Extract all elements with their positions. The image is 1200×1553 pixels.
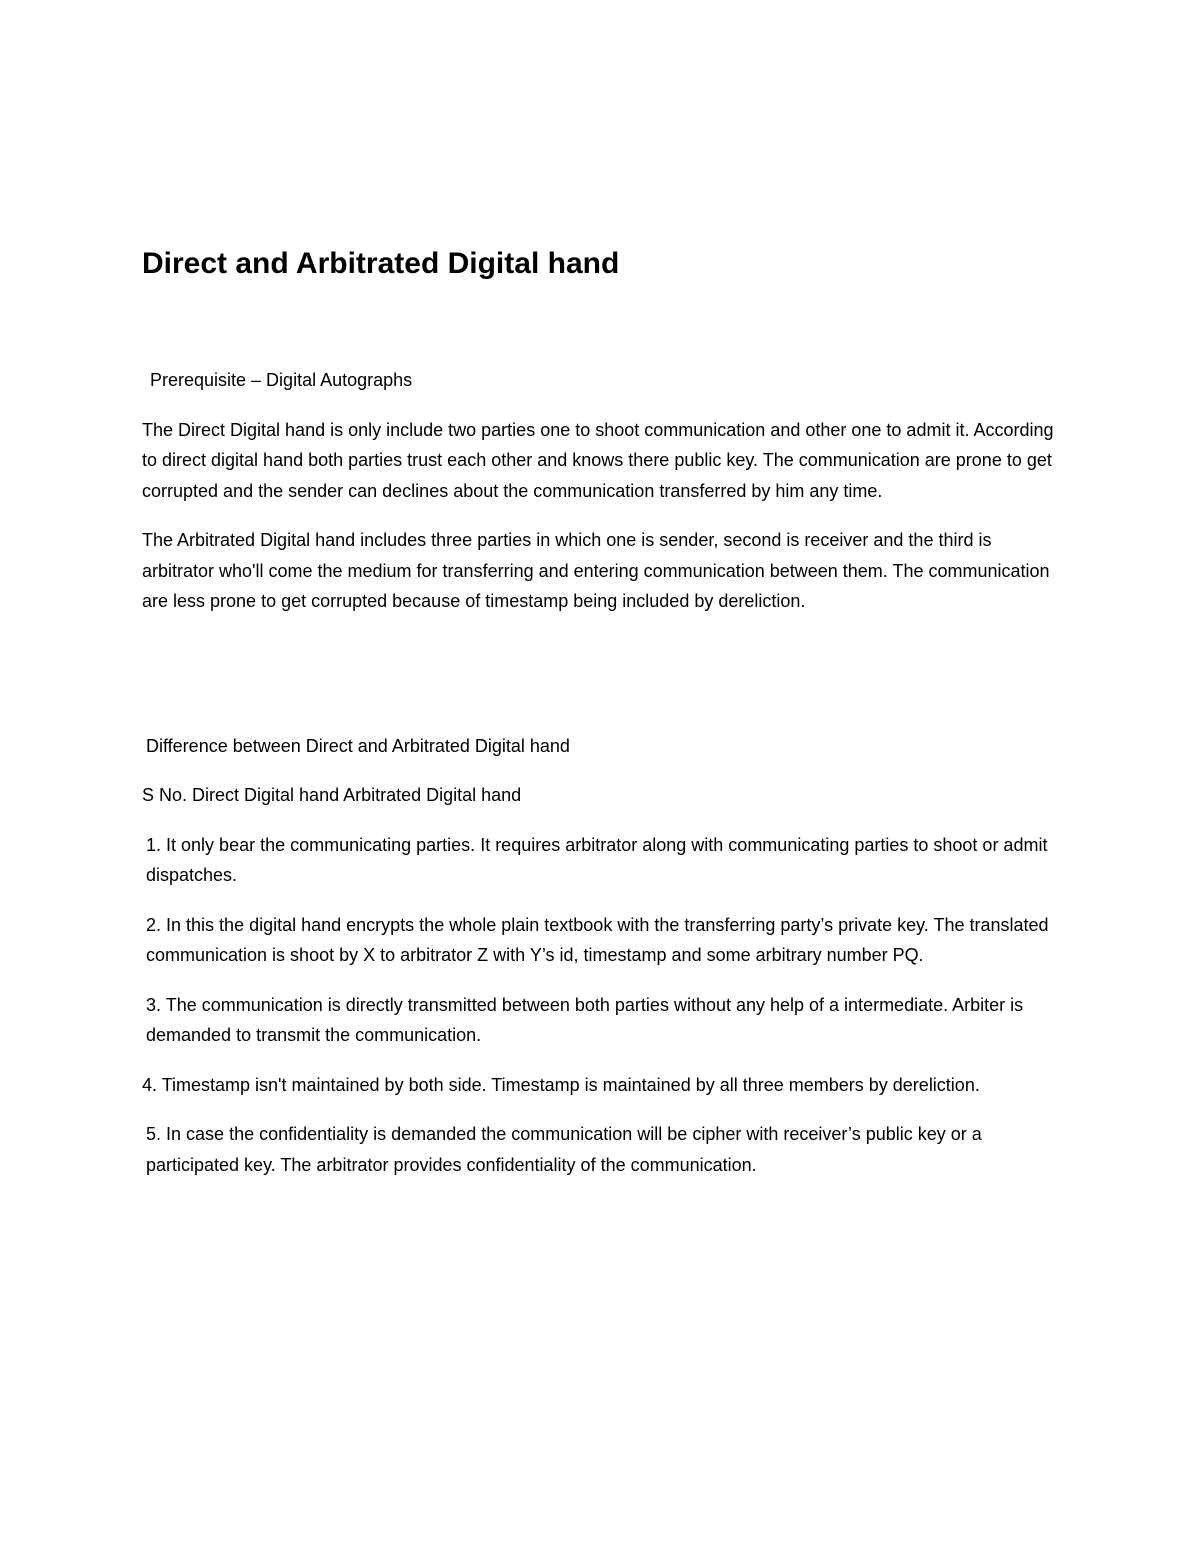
list-item-5 [142,1119,1062,1180]
list-item-text: It only bear the communicating parties. It requires arbitrator along with communicating parties to shoot or admit dispatches. [146,834,1048,885]
difference-heading: Difference between Direct and Arbitrated Digital hand [146,735,570,756]
list-item-number: 3. [146,994,162,1015]
list-item-number: 5. [146,1124,162,1144]
paragraph-arbitrated: The Arbitrated Digital hand includes three parties in which one is sender, second is receiver and the third is arbitrator who'll come the medium for transferring and entering communication between them. The communication are less prone to get corrupted because of timestamp being included by dereliction. [142,530,1050,611]
prerequisite-line: Prerequisite – Digital Autographs [150,370,413,390]
list-item-1 [142,830,1062,891]
document-title: Direct and Arbitrated Digital hand [142,247,620,280]
list-item-text: Timestamp isn't maintained by both side. Timestamp is maintained by all three members by dereliction. [161,1074,980,1095]
list-item-number: 1. [146,834,162,855]
list-item-text: The communication is directly transmitted between both parties without any help of a intermediate. Arbiter is demanded to transmit the communication. [146,994,1024,1045]
document-content [142,244,1062,1180]
list-item-3 [142,990,1062,1051]
list-item-2 [142,910,1062,971]
list-item-number: 4. [142,1074,158,1095]
table-header-line: S No. Direct Digital hand Arbitrated Digital hand [142,785,522,805]
list-item-4 [142,1070,1062,1101]
list-item-text: In this the digital hand encrypts the whole plain textbook with the transferring party’s private key. The translated communication is shoot by X to arbitrator Z with Y’s id, timestamp and some arbitrary number PQ. [146,914,1049,965]
paragraph-direct: The Direct Digital hand is only include two parties one to shoot communication and other one to admit it. According to direct digital hand both parties trust each other and knows there public key. The communication are prone to get corrupted and the sender can declines about the communication transferred by him any time. [142,419,1054,501]
list-item-number: 2. [146,914,162,935]
list-item-text: In case the confidentiality is demanded the communication will be cipher with receiver’s public key or a participated key. The arbitrator provides confidentiality of the communication. [146,1124,982,1175]
